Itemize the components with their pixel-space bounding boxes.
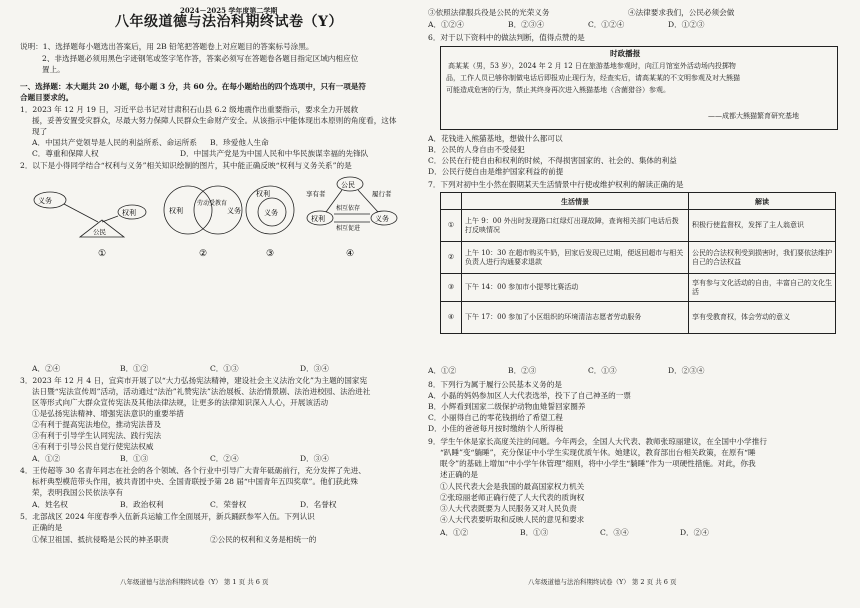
q1-line-1: 1．2023 年 12 月 19 日，习近平总书记对甘肃积石山县 6.2 级地震作出重要指示，要求全力开展救 [20, 105, 359, 114]
q8-option-a: A．小磊的妈妈参加区人大代表选举，投下了自己神圣的一票 [428, 391, 631, 400]
section-heading: 一、选择题：本大题共 20 小题，每小题 3 分，共 60 分。在每小题给出的四个选项中，只有一项是符 [20, 82, 367, 91]
q8-option-c: C．小丽得自己的零花钱捐给了希望工程 [428, 413, 563, 422]
page-1-footer: 八年级道德与法治科期终试卷（Y） 第 1 页 共 6 页 [120, 578, 269, 586]
q5-option-c: C．①②④ [588, 20, 625, 29]
d1-right-label: 权利 [122, 209, 136, 217]
q3-item-2: ②有利于提高宪法地位，推动宪法普及 [32, 420, 162, 429]
table-row [441, 210, 836, 242]
table-header-scene: 生活情景 [462, 193, 689, 210]
row-1-reading: 积极行使监督权，发挥了主人翁意识 [689, 210, 836, 242]
q3-item-4: ④有利于引导公民自觉行使宪法权威 [32, 442, 154, 451]
row-4-scene: 下午 17：00 参加了小区组织的环境清洁志愿者劳动服务 [462, 302, 689, 334]
q9-item-4: ④人大代表要听取和反映人民的意见和要求 [440, 515, 585, 524]
news-line-3: 可能造成危害的行为，禁止其终身再次进入熊猫基地（含菌猎谷）参观。 [446, 86, 670, 94]
d4-right-label: 权利 [311, 215, 325, 223]
q2-stem: 2．以下是小得同学结合“权利与义务”相关知识绘制的图片，其中能正确反映“权利与义务关系”的是 [20, 161, 352, 170]
table-header-num [441, 193, 462, 210]
q4-option-b: B．政治权利 [120, 500, 164, 509]
table-header-reading: 解读 [689, 193, 836, 210]
q3-item-3: ③有利于引导学生认同宪法、践行宪法 [32, 431, 162, 440]
q3-line-3: 区等形式向广大群众宣传宪法及其他法律法规，让更多的法律知识深入人心，开展该活动 [32, 398, 329, 407]
q9-item-1: ①人民代表大会是我国的最高国家权力机关 [440, 482, 585, 491]
d3-right-label: 权利 [256, 190, 270, 198]
q8-stem: 8．下列行为属于履行公民基本义务的是 [428, 380, 562, 389]
q8-option-d: D．小佳的爸爸每月按时缴纳个人所得税 [428, 424, 564, 433]
rights-duties-diagrams [20, 172, 420, 262]
q9-option-d: D．②④ [680, 528, 709, 537]
d3-duty-label: 义务 [264, 209, 278, 217]
q1-option-b: B．珍爱他人生命 [210, 138, 269, 147]
q4-option-c: C．荣誉权 [210, 500, 247, 509]
row-3-reading: 享有参与文化活动的自由，丰富自己的文化生活 [689, 274, 836, 302]
q1-option-c: C．尊重和保障人权 [32, 149, 99, 158]
d4-duty-label: 义务 [375, 215, 389, 223]
d1-duty-label: 义务 [38, 197, 52, 205]
q4-line-1: 4．王传超等 30 名青年同志在社会的各个领域、各个行业中引导广大青年砥砺前行，充分发挥了先进、 [20, 466, 366, 475]
news-source: ——成都大熊猫繁育研究基地 [708, 112, 799, 120]
q7-option-a: A．①② [428, 366, 457, 375]
q5-item-1: ①保卫祖国、抵抗侵略是公民的神圣职责 [32, 535, 169, 544]
q4-line-2: 标杆典型模范带头作用，被共青团中央、全国青联授予第 28 届“中国青年五四奖章”。他们获此殊 [32, 477, 358, 486]
notice-line-3: 置上。 [42, 65, 65, 74]
q6-option-c: C．公民在行使自由和权利的时候，不得损害国家的、社会的、集体的利益 [428, 156, 677, 165]
q9-line-4: 述正确的是 [440, 470, 478, 479]
q3-option-c: C．②④ [210, 454, 239, 463]
q9-option-c: C．③④ [600, 528, 629, 537]
d4-interdependent-label: 相互依存 [336, 205, 361, 212]
school-year: 2024－2025 学年度第二学期 [180, 6, 278, 15]
d1-mark: ① [98, 249, 107, 259]
q3-option-d: D．③④ [300, 454, 329, 463]
q9-item-2: ②张琼丽老师正确行使了人大代表的质询权 [440, 493, 585, 502]
diagram-4 [306, 177, 397, 259]
q6-stem: 6．对于以下资料中的做法判断，值得点赞的是 [428, 33, 585, 42]
q9-option-b: B．①③ [520, 528, 549, 537]
q3-item-1: ①是弘扬宪法精神、增强宪法意识的重要举措 [32, 409, 184, 418]
row-3-num: ③ [441, 274, 462, 302]
q6-option-b: B．公民的人身自由不受侵犯 [428, 145, 525, 154]
q5-option-b: B．②③④ [508, 20, 544, 29]
q9-option-a: A．①② [440, 528, 469, 537]
table-row [441, 242, 836, 274]
row-1-num: ① [441, 210, 462, 242]
row-2-num: ② [441, 242, 462, 274]
q7-option-b: B．②③ [508, 366, 537, 375]
q9-line-2: “趴睡”变“躺睡”，充分保证中小学生实现优质午休。她建议，教育部出台相关政策，在原有“睡 [440, 448, 756, 457]
q7-option-c: C．①③ [588, 366, 617, 375]
table-header-row [441, 193, 836, 210]
news-title: 时政播报 [610, 49, 641, 58]
page-2 [428, 0, 840, 608]
q3-line-2: 法日暨“宪法宣传周”活动，活动通过“法治”礼赞宪法”法治展板、法治情景剧、法治进校园、法治进社 [32, 387, 371, 396]
row-4-num: ④ [441, 302, 462, 334]
diagram-1 [34, 192, 146, 259]
row-2-reading: 公民的合法权利受到损害时，我们要依法维护自己的合法权益 [689, 242, 836, 274]
q5-item-4: ④法律要求我们，公民必须会做 [628, 8, 735, 17]
q2-option-b: B．①② [120, 364, 149, 373]
notice-line-2: 2、非选择题必须用黑色字迹钢笔或签字笔作答，答案必须写在答题卷各题目指定区域内相应位 [42, 54, 359, 63]
d4-performer-label: 履行者 [372, 190, 392, 198]
q1-line-2: 援，妥善安置受灾群众，尽最大努力保障人民群众生命财产安全。从该指示中能体现出本原则的角度看，这体 [32, 116, 397, 125]
table-row [441, 302, 836, 334]
q1-option-d: D．中国共产党是为中国人民和中华民族谋幸福的先锋队 [180, 149, 369, 158]
q4-option-d: D．名誉权 [300, 500, 337, 509]
q5-item-3: ③依照法律服兵役是公民的光荣义务 [428, 8, 550, 17]
q2-option-c: C．①③ [210, 364, 239, 373]
q4-option-a: A．姓名权 [32, 500, 68, 509]
page-1 [20, 0, 420, 608]
q6-option-d: D．公民行使自由是维护国家利益的前提 [428, 167, 564, 176]
q9-line-1: 9．学生午休是家长高度关注的问题。今年两会，全国人大代表、教师张琼丽建议，在全国中小学推行 [428, 437, 767, 446]
d2-mark: ② [199, 249, 208, 259]
q7-option-d: D．②③④ [668, 366, 705, 375]
q2-option-a: A．②④ [32, 364, 61, 373]
q5-option-a: A．①②④ [428, 20, 464, 29]
q7-scenario-table [440, 192, 836, 334]
exam-title: 八年级道德与法治科期终试卷（Y） [115, 14, 343, 30]
q4-line-3: 荣，表明我国公民依法享有 [32, 488, 124, 497]
d2-overlap-label: 劳动受教育 [197, 200, 228, 207]
q1-option-a: A．中国共产党领导是人民的利益所系、命运所系 [32, 138, 197, 147]
row-1-scene: 上午 9：00 外出时发现路口红绿灯出现故障，查询相关部门电话后拨打反映情况 [462, 210, 689, 242]
q3-option-b: B．①③ [120, 454, 149, 463]
d4-promote-label: 相互促进 [336, 225, 361, 232]
q7-stem: 7．下列对初中生小然在假期某天生活情景中行使或维护权利的解读正确的是 [428, 180, 684, 189]
notice-line-1: 说明：1、选择题每小题选出答案后，用 2B 铅笔把答题卷上对应题目的答案标号涂黑。 [20, 42, 314, 51]
q3-option-a: A．①② [32, 454, 61, 463]
q5-line-1: 5．北部战区 2024 年度春季入伍新兵运输工作全面展开，新兵踊跃参军入伍。下列认识 [20, 512, 315, 521]
q9-line-3: 眠令”的基础上增加“中小学午休管理”细则，将中小学生“躺睡”作为一项硬性措施。对此，你我 [440, 459, 756, 468]
d2-right-label: 权利 [169, 207, 183, 215]
d4-citizen-label: 公民 [341, 181, 355, 189]
q6-option-a: A．花钱进入熊猫基地，想做什么都可以 [428, 134, 563, 143]
d2-duty-label: 义务 [227, 207, 241, 215]
q5-line-2: 正确的是 [32, 523, 63, 532]
d4-holder-label: 享有者 [306, 190, 326, 198]
page-2-footer: 八年级道德与法治科期终试卷（Y） 第 2 页 共 6 页 [528, 578, 677, 586]
row-3-scene: 下午 14：00 参加市小提琴比赛活动 [462, 274, 689, 302]
diagram-3 [246, 186, 294, 259]
news-line-1: 高某某（男，53 岁），2024 年 2 月 12 日在旅游基地参观时，向江月馆室外活动场内投掷物 [448, 62, 736, 70]
q9-item-3: ③人大代表既要为人民服务又对人民负责 [440, 504, 577, 513]
d3-mark: ③ [266, 249, 275, 259]
d4-mark: ④ [346, 249, 355, 259]
diagram-2 [164, 186, 242, 259]
q8-option-b: B．小辉看到国家二级保护动物血雉誓回家圈养 [428, 402, 586, 411]
news-line-2: 品，工作人员已够你制做电话后即报劝止现行为，经查实后，请高某某的不文明参观及对大熊猫 [446, 74, 740, 82]
row-4-reading: 享有受教育权，体会劳动的意义 [689, 302, 836, 334]
row-2-scene: 上午 10：30 在超市购买牛奶，回家后发现已过期，便返回超市与相关负责人进行沟通要求退款 [462, 242, 689, 274]
q1-line-3: 现了 [32, 127, 48, 136]
table-row [441, 274, 836, 302]
d1-citizen-label: 公民 [93, 228, 106, 236]
q5-item-2: ②公民的权利和义务是相统一的 [210, 535, 317, 544]
q5-option-d: D．①②③ [668, 20, 705, 29]
q2-option-d: D．③④ [300, 364, 329, 373]
q3-line-1: 3．2023 年 12 月 4 日，宜宾市开展了以“大力弘扬宪法精神，建设社会主义法治文化”为主题的国家宪 [20, 376, 368, 385]
section-heading-2: 合题目要求的。 [20, 93, 74, 102]
